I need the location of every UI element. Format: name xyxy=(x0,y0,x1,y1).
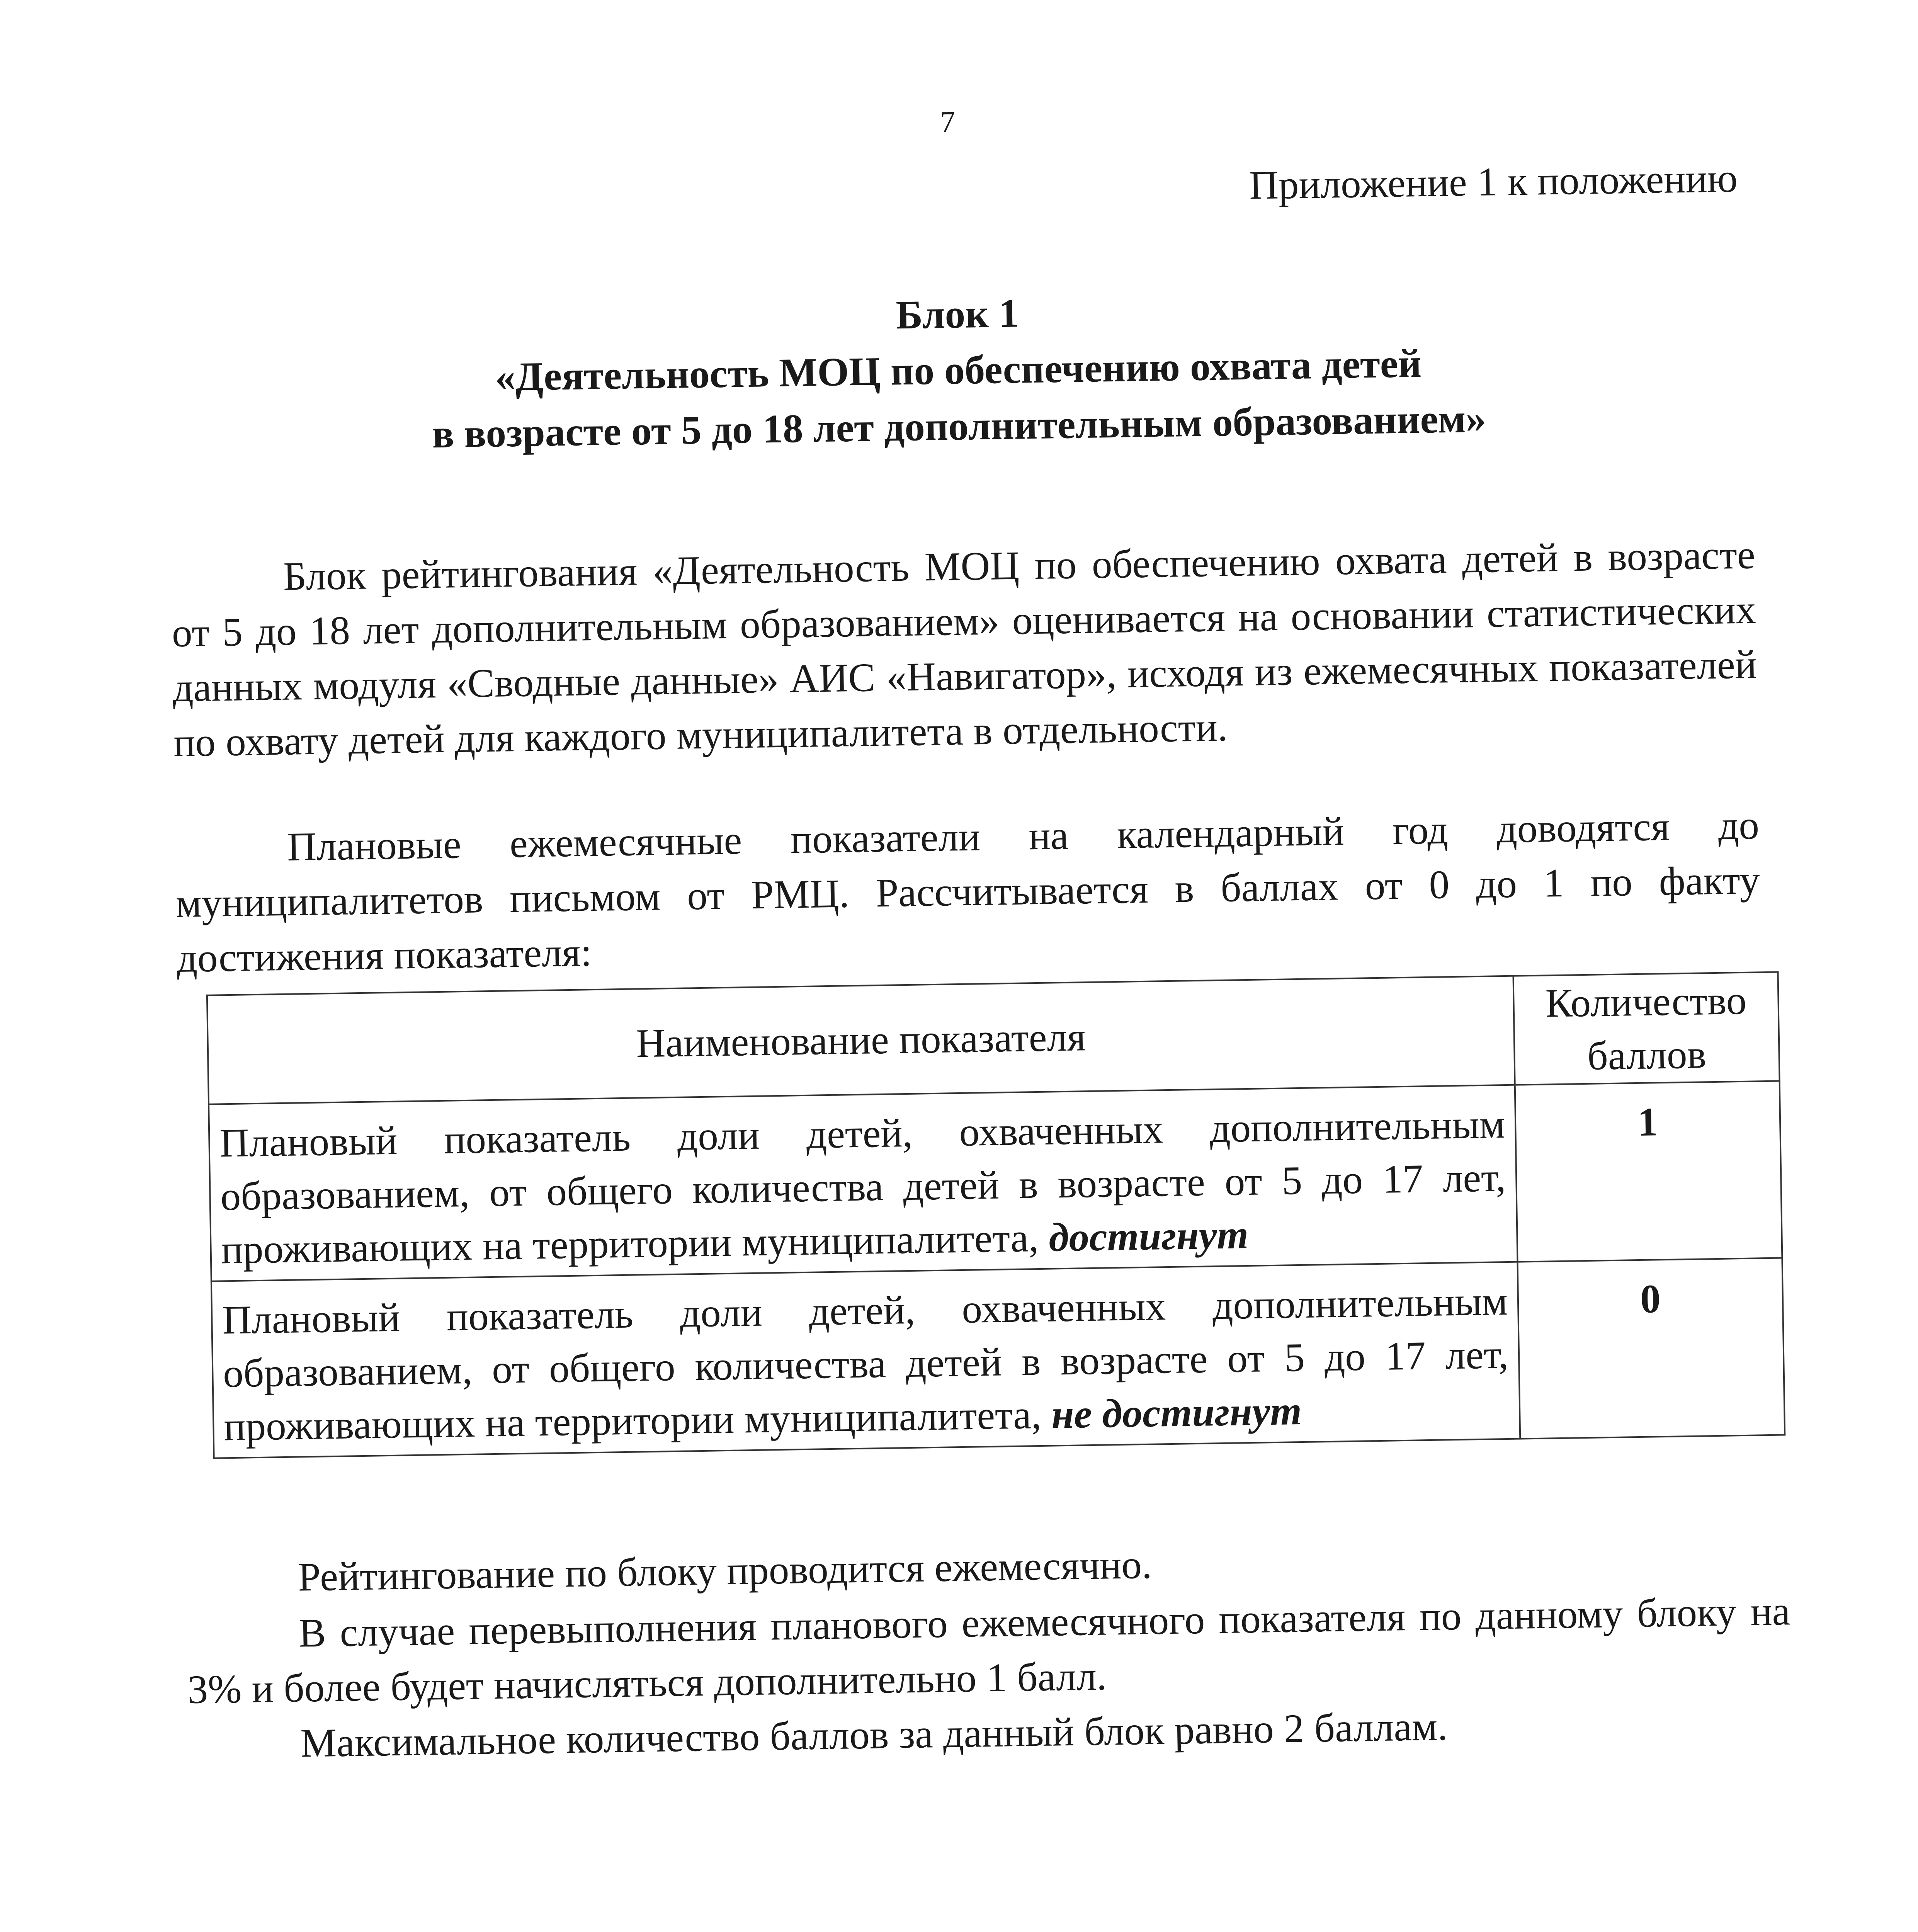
points-cell: 0 xyxy=(1517,1258,1785,1439)
paragraph-frequency: Рейтингование по блоку проводится ежемесячно. xyxy=(298,1541,1152,1600)
appendix-label: Приложение 1 к положению xyxy=(1249,155,1738,208)
heading-line-2: «Деятельность МОЦ по обеспечению охвата детей xyxy=(495,340,1422,400)
paragraph-max: Максимальное количество баллов за данный блок равно 2 баллам. xyxy=(300,1703,1448,1766)
block-heading xyxy=(161,274,1755,466)
header-points: Количество баллов xyxy=(1513,972,1779,1085)
paragraph-plan: Плановые ежемесячные показатели на календарный год доводятся до муниципалитетов письмом от РМЦ. Рассчитывается в баллах от 0 до 1 по факту достижения показателя: xyxy=(175,802,1760,981)
indicator-cell xyxy=(209,1085,1517,1281)
score-table xyxy=(206,971,1785,1459)
table-row xyxy=(209,1081,1782,1281)
status-not-achieved: не достигнут xyxy=(1051,1388,1302,1437)
page-number: 7 xyxy=(940,104,956,139)
status-achieved: достигнут xyxy=(1048,1211,1249,1260)
indicator-text: Плановый показатель доли детей, охваченных дополнительным образованием, от общего количества детей в возрасте от 5 до 17 лет, проживающих на территории муниципалитета, xyxy=(219,1101,1507,1272)
header-indicator: Наименование показателя xyxy=(207,976,1515,1104)
heading-line-1: Блок 1 xyxy=(895,290,1020,338)
indicator-text: Плановый показатель доли детей, охваченных дополнительным образованием, от общего количества детей в возрасте от 5 до 17 лет, проживающих на территории муниципалитета, xyxy=(222,1278,1509,1449)
points-cell: 1 xyxy=(1515,1081,1782,1262)
table-row xyxy=(211,1258,1785,1458)
paragraph-bonus: В случае перевыполнения планового ежемесячного показателя по данному блоку на 3% и более будет начисляться дополнительно 1 балл. xyxy=(187,1588,1790,1712)
indicator-cell xyxy=(211,1262,1520,1458)
heading-line-3: в возрасте от 5 до 18 лет дополнительным образованием» xyxy=(432,395,1486,457)
paragraph-intro: Блок рейтингования «Деятельность МОЦ по обеспечению охвата детей в возрасте от 5 до 18 лет дополнительным образованием» оценивается на основании статистических данных модуля «Сводные данные» АИС «Навигатор», исходя из ежемесячных показателей по охвату детей для каждого муниципалитета в отдельности. xyxy=(172,532,1757,765)
